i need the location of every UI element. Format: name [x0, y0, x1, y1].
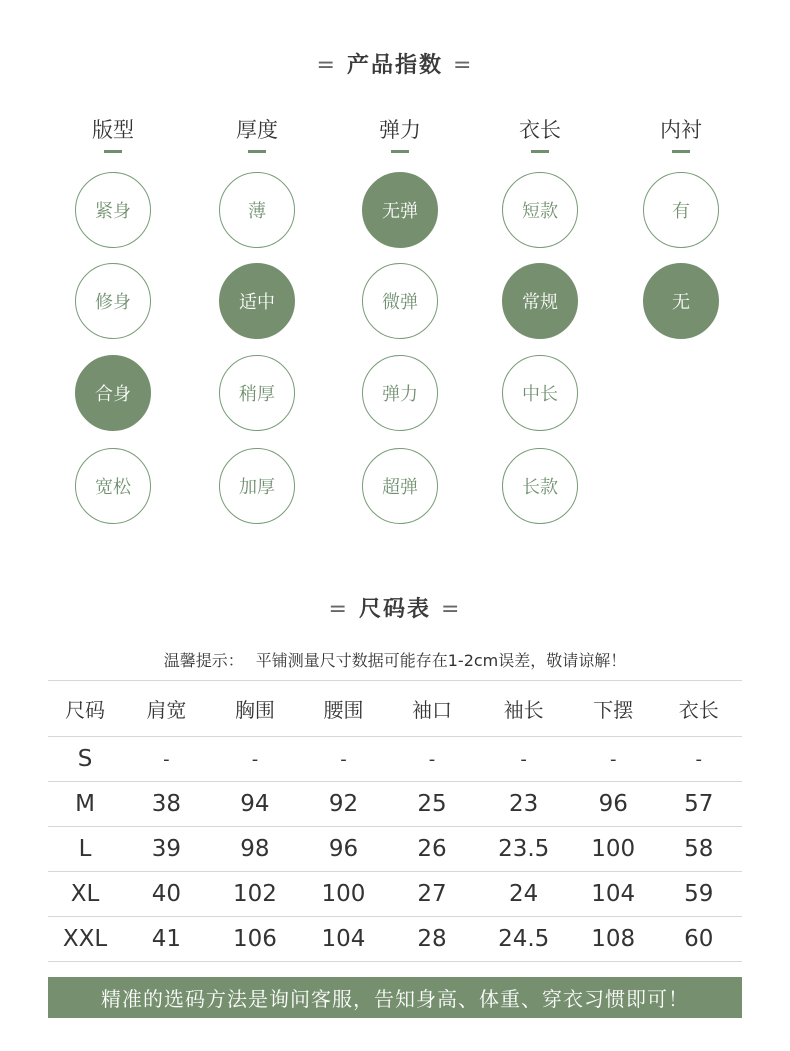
- header-cell-length: 衣长: [655, 681, 742, 737]
- cell-chest: 102: [211, 872, 300, 917]
- option-bubble: 超弹: [362, 448, 438, 524]
- cell-waist: 92: [299, 782, 388, 827]
- category-underline: [672, 150, 690, 153]
- cell-size: M: [48, 782, 122, 827]
- cell-sleeve-length: -: [476, 737, 571, 782]
- header-cell-sleeve-length: 袖长: [476, 681, 571, 737]
- title-eq-left: =: [316, 53, 337, 78]
- title-eq-right: =: [441, 597, 462, 622]
- cell-hem: 104: [571, 872, 655, 917]
- category-label: 内衬: [660, 118, 702, 142]
- option-bubble: 有: [643, 172, 719, 248]
- cell-size: XXL: [48, 917, 122, 962]
- product-index-title-text: 产品指数: [346, 53, 443, 78]
- cell-shoulder: 39: [122, 827, 211, 872]
- cell-shoulder: 41: [122, 917, 211, 962]
- option-bubble: 加厚: [219, 448, 295, 524]
- header-cell-chest: 胸围: [211, 681, 300, 737]
- cell-waist: -: [299, 737, 388, 782]
- cell-size: L: [48, 827, 122, 872]
- cell-length: 58: [655, 827, 742, 872]
- option-bubble-selected: 无: [643, 263, 719, 339]
- cell-chest: -: [211, 737, 300, 782]
- cell-shoulder: 40: [122, 872, 211, 917]
- option-bubble-selected: 适中: [219, 263, 295, 339]
- table-row: [48, 872, 742, 917]
- category-label: 版型: [92, 118, 134, 142]
- option-bubble-selected: 合身: [75, 355, 151, 431]
- size-chart-title: [0, 592, 790, 623]
- tip-text: 平铺测量尺寸数据可能存在1-2cm误差，敬请谅解！: [255, 651, 627, 670]
- cell-cuff: 27: [388, 872, 477, 917]
- header-cell-cuff: 袖口: [388, 681, 477, 737]
- cell-chest: 94: [211, 782, 300, 827]
- cell-waist: 100: [299, 872, 388, 917]
- size-chart-title-text: 尺码表: [358, 597, 431, 622]
- cell-sleeve-length: 24.5: [476, 917, 571, 962]
- option-bubble: 紧身: [75, 172, 151, 248]
- product-index-title: [0, 48, 790, 79]
- header-cell-waist: 腰围: [299, 681, 388, 737]
- option-bubble: 薄: [219, 172, 295, 248]
- option-bubble: 宽松: [75, 448, 151, 524]
- category-underline: [248, 150, 266, 153]
- size-table: [48, 680, 742, 962]
- cell-shoulder: 38: [122, 782, 211, 827]
- option-bubble: 中长: [502, 355, 578, 431]
- table-row: [48, 827, 742, 872]
- cell-hem: -: [571, 737, 655, 782]
- cell-cuff: -: [388, 737, 477, 782]
- cell-length: -: [655, 737, 742, 782]
- footer-text: 精准的选码方法是询问客服，告知身高、体重、穿衣习惯即可！: [101, 987, 689, 1011]
- category-label: 弹力: [379, 118, 421, 142]
- header-cell-shoulder: 肩宽: [122, 681, 211, 737]
- option-bubble: 稍厚: [219, 355, 295, 431]
- cell-chest: 98: [211, 827, 300, 872]
- category-label: 厚度: [236, 118, 278, 142]
- option-bubble: 微弹: [362, 263, 438, 339]
- cell-size: S: [48, 737, 122, 782]
- option-bubble-selected: 无弹: [362, 172, 438, 248]
- cell-sleeve-length: 24: [476, 872, 571, 917]
- cell-hem: 100: [571, 827, 655, 872]
- tip-label: 温馨提示：: [163, 651, 244, 670]
- header-cell-size: 尺码: [48, 681, 122, 737]
- cell-length: 60: [655, 917, 742, 962]
- title-eq-left: =: [328, 597, 349, 622]
- title-eq-right: =: [453, 53, 474, 78]
- option-bubble-selected: 常规: [502, 263, 578, 339]
- category-label: 衣长: [519, 118, 561, 142]
- cell-hem: 108: [571, 917, 655, 962]
- size-table-header-row: [48, 681, 742, 737]
- cell-cuff: 25: [388, 782, 477, 827]
- option-bubble: 长款: [502, 448, 578, 524]
- measurement-tip: [0, 648, 790, 671]
- cell-length: 57: [655, 782, 742, 827]
- cell-length: 59: [655, 872, 742, 917]
- option-bubble: 弹力: [362, 355, 438, 431]
- cell-cuff: 26: [388, 827, 477, 872]
- cell-hem: 96: [571, 782, 655, 827]
- cell-cuff: 28: [388, 917, 477, 962]
- footer-banner: [48, 977, 742, 1018]
- cell-waist: 104: [299, 917, 388, 962]
- category-underline: [391, 150, 409, 153]
- table-row: [48, 782, 742, 827]
- cell-shoulder: -: [122, 737, 211, 782]
- cell-sleeve-length: 23: [476, 782, 571, 827]
- header-cell-hem: 下摆: [571, 681, 655, 737]
- cell-sleeve-length: 23.5: [476, 827, 571, 872]
- cell-size: XL: [48, 872, 122, 917]
- category-underline: [104, 150, 122, 153]
- table-row: [48, 737, 742, 782]
- cell-chest: 106: [211, 917, 300, 962]
- category-underline: [531, 150, 549, 153]
- option-bubble: 修身: [75, 263, 151, 339]
- cell-waist: 96: [299, 827, 388, 872]
- table-row: [48, 917, 742, 962]
- option-bubble: 短款: [502, 172, 578, 248]
